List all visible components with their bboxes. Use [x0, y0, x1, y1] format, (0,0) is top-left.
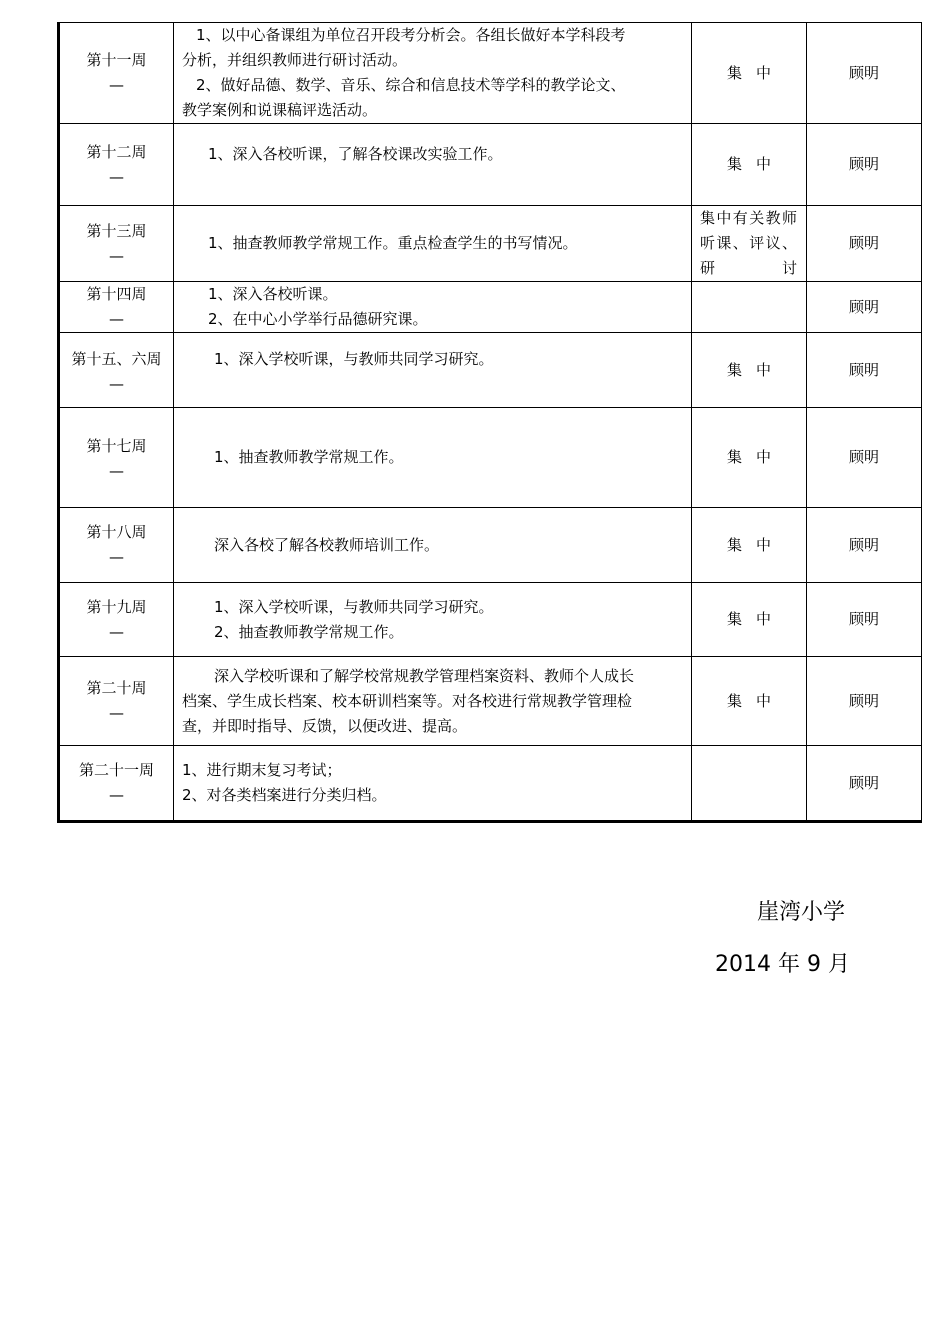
- content-line: 1、深入学校听课，与教师共同学习研究。: [214, 350, 494, 368]
- table-row: [59, 657, 922, 746]
- person-cell: 顾明: [807, 124, 922, 206]
- content-line: 档案、学生成长档案、校本研训档案等。对各校进行常规教学管理检: [182, 691, 633, 710]
- content-line: 2、做好品德、数学、音乐、综合和信息技术等学科的教学论文、: [196, 76, 626, 94]
- week-dash: —: [109, 167, 124, 186]
- week-label: 第十五、六周: [71, 350, 162, 368]
- week-dash: —: [109, 704, 124, 722]
- week-dash: —: [109, 76, 124, 94]
- table-row: [59, 124, 922, 206]
- person-cell: 顾明: [807, 583, 922, 657]
- week-label: 第十三周: [86, 221, 147, 240]
- content-line: 2、在中心小学举行品德研究课。: [208, 310, 428, 328]
- footer-date: 2014 年 9 月: [715, 952, 850, 977]
- table-row: [59, 508, 922, 583]
- week-cell: [59, 333, 174, 408]
- content-cell: [174, 124, 692, 206]
- person-cell: 顾明: [807, 508, 922, 583]
- form-cell: [692, 282, 807, 333]
- content-line: 1、深入各校听课，了解各校课改实验工作。: [208, 145, 503, 163]
- person-cell: 顾明: [807, 746, 922, 822]
- week-cell: [59, 508, 174, 583]
- content-line: 1、进行期末复习考试；: [182, 761, 342, 779]
- week-label: 第十二周: [86, 142, 147, 161]
- person-cell: 顾明: [807, 206, 922, 282]
- week-dash: —: [109, 622, 124, 641]
- person-cell: 顾明: [807, 657, 922, 746]
- week-cell: [59, 746, 174, 822]
- content-cell: [174, 508, 692, 583]
- content-line: 1、以中心备课组为单位召开段考分析会。各组长做好本学科段考: [196, 26, 626, 44]
- form-cell: 集中有关教师听课、评议、研讨: [692, 206, 807, 282]
- content-line: 深入各校了解各校教师培训工作。: [214, 535, 440, 554]
- content-cell: [174, 657, 692, 746]
- form-cell: [692, 746, 807, 822]
- week-dash: —: [109, 310, 124, 328]
- content-cell: [174, 282, 692, 333]
- week-dash: —: [109, 548, 124, 566]
- form-cell: 集中: [692, 23, 807, 124]
- week-cell: [59, 206, 174, 282]
- content-cell: [174, 333, 692, 408]
- week-label: 第十四周: [86, 285, 147, 303]
- content-cell: [174, 746, 692, 822]
- form-cell: 集中: [692, 124, 807, 206]
- content-cell: [174, 408, 692, 508]
- week-dash: —: [109, 786, 124, 804]
- content-line: 2、抽查教师教学常规工作。: [214, 622, 404, 641]
- form-cell: 集中: [692, 508, 807, 583]
- footer-school-name: 崖湾小学: [757, 900, 846, 925]
- table-row: [59, 583, 922, 657]
- form-cell: 集中: [692, 333, 807, 408]
- person-cell: 顾明: [807, 333, 922, 408]
- week-cell: [59, 408, 174, 508]
- person-cell: 顾明: [807, 23, 922, 124]
- week-cell: [59, 583, 174, 657]
- week-cell: [59, 282, 174, 333]
- content-line: 1、抽查教师教学常规工作。重点检查学生的书写情况。: [208, 234, 578, 252]
- week-cell: [59, 23, 174, 124]
- table-row: [59, 746, 922, 822]
- week-cell: [59, 124, 174, 206]
- week-label: 第十八周: [86, 523, 147, 541]
- week-cell: [59, 657, 174, 746]
- content-line: 1、抽查教师教学常规工作。: [214, 448, 404, 466]
- content-cell: [174, 23, 692, 124]
- content-cell: [174, 206, 692, 282]
- week-dash: —: [109, 246, 124, 265]
- content-line: 1、深入学校听课，与教师共同学习研究。: [214, 597, 494, 616]
- week-label: 第十一周: [86, 51, 147, 69]
- week-dash: —: [109, 375, 124, 393]
- content-line: 查，并即时指导、反馈，以便改进、提高。: [182, 716, 468, 735]
- schedule-table: [57, 22, 922, 823]
- table-row: [59, 333, 922, 408]
- week-label: 第十九周: [86, 597, 147, 616]
- week-label: 第二十周: [86, 679, 147, 697]
- content-line: 教学案例和说课稿评选活动。: [182, 101, 378, 119]
- table-row: [59, 282, 922, 333]
- person-cell: 顾明: [807, 282, 922, 333]
- week-label: 第十七周: [86, 437, 147, 455]
- content-cell: [174, 583, 692, 657]
- content-line: 深入学校听课和了解学校常规教学管理档案资料、教师个人成长: [214, 666, 635, 685]
- form-cell: 集中: [692, 583, 807, 657]
- person-cell: 顾明: [807, 408, 922, 508]
- content-line: 分析，并组织教师进行研讨活动。: [182, 51, 408, 69]
- form-cell: 集中: [692, 657, 807, 746]
- table-row: [59, 408, 922, 508]
- table-row: [59, 23, 922, 124]
- form-cell: 集中: [692, 408, 807, 508]
- table-row: [59, 206, 922, 282]
- content-line: 1、深入各校听课。: [208, 285, 338, 303]
- week-label: 第二十一周: [78, 761, 154, 779]
- week-dash: —: [109, 462, 124, 480]
- content-line: 2、对各类档案进行分类归档。: [182, 786, 387, 804]
